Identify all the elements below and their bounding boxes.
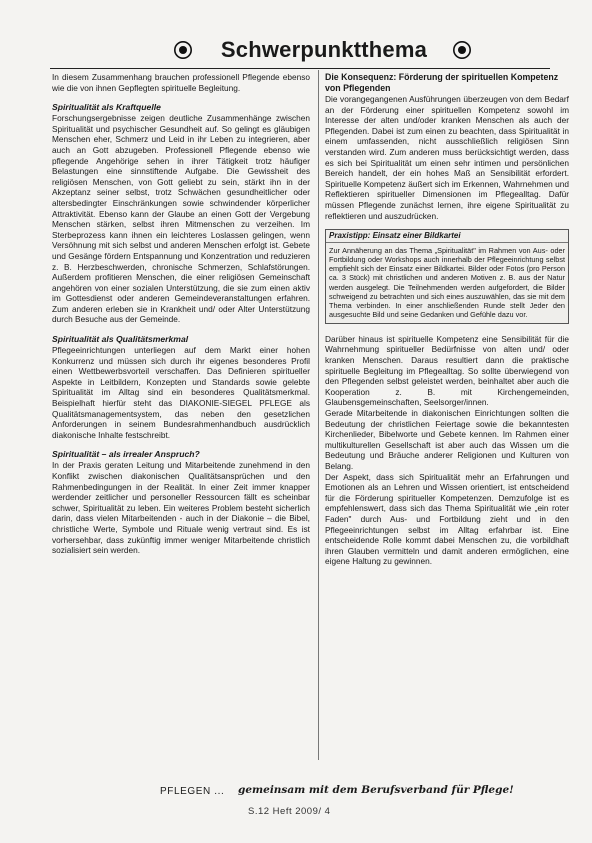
- section-text-konsequenz: Die vorangegangenen Ausführungen überzeugen von dem Bedarf an der Förderung einer spirituellen Kompetenz sowohl im Interesse der alten und/oder kranken Menschen als auch der Pflegenden. Dabei ist zum einen zu beachten, dass Spiritualität in einem umfassenden, nicht ausschließlich religiösen Sinn verstanden wird. Zum anderen muss berücksichtigt werden, dass es sich bei Spiritualität um einen sehr intimen und persönlichen Bereich handelt, der ein hohes Maß an Sensibilität erfordert. Spirituelle Kompetenz äußert sich im Erkennen, Wahrnehmen und Reflektieren spiritueller Dimensionen im Pflegealltag. Dafür müssen Pflegende zunächst lernen, ihre eigene Spiritualität zu reflektieren und auszudrücken.: [325, 94, 569, 221]
- paragraph-erfahrungen: Der Aspekt, dass sich Spiritualität mehr an Erfahrungen und Emotionen als an Lehren und Wissen orientiert, ist entscheidend für die Förderung spiritueller Kompetenzen. Demzufolge ist es empfehlenswert, dass sich das Thema Spiritualität wie „ein roter Faden" durch Aus- und Fortbildung zieht und in den Pflegeeinrichtungen selbst im Alltag erfahrbar ist. Eine entscheidende Rolle kommt dabei Menschen zu, die vorbildhaft ihren Glauben vermitteln und damit anderen ermöglichen, eine eigene Haltung zu gewinnen.: [325, 471, 569, 567]
- section-text-qualitaet: Pflegeeinrichtungen unterliegen auf dem Markt einer hohen Konkurrenz und müssen sich durch ihr eigenes besonderes Profil einen Wettbewerbsvorteil verschaffen. Das Definieren spiritueller Aspekte in Leitbildern, Konzepten und Standards sowie gelebte Spiritualität im Alltag sind ein besonderes Qualitätsmerkmal. Beispielhaft hierfür steht das DIAKONIE-SIEGEL PFLEGE als Qualitätsmanagementsystem, das neben den gesetzlichen Anforderungen in seinem Bundesrahmenhandbuch ausdrücklich diakonische Inhalte festschreibt.: [52, 345, 310, 440]
- page-number: S.12 Heft 2009/ 4: [248, 806, 331, 817]
- section-heading-qualitaet: Spiritualität als Qualitätsmerkmal: [52, 334, 189, 345]
- target-bullet-icon: [452, 40, 472, 60]
- footer-tagline: gemeinsam mit dem Berufsverband für Pflege!: [238, 784, 514, 796]
- intro-paragraph: In diesem Zusammenhang brauchen professionell Pflegende ebenso wie die von ihnen Gepflegten spirituelle Begleitung.: [52, 72, 310, 93]
- tip-box-text: Zur Annäherung an das Thema „Spiritualität" im Rahmen von Aus- oder Fortbildung oder Workshops auch innerhalb der Pflegeeinrichtung selbst empfiehlt sich der Einsatz einer Bildkartei. Bilder oder Fotos (pro Person ca. 3 Stück) mit christlichen und anderen Motiven z. B. aus der Natur werden ausgelegt. Die Teilnehmenden werden aufgefordert, die Bilder schweigend zu betrachten und sich eines auszuwählen, das sie mit dem Thema verbinden. In einer anschließenden Runde stellt Jeder den ausgesuchte Bild und seine Gedanken und Gefühle dazu vor.: [329, 246, 565, 319]
- left-column: [52, 72, 310, 556]
- section-text-anspruch: In der Praxis geraten Leitung und Mitarbeitende zunehmend in den Konflikt zwischen diakonischen Qualitätsansprüchen und den Rahmenbedingungen in der Realität. In einer Zeit immer knapper werdender zeitlicher und personeller Ressourcen fällt es scheinbar schwer, Spiritualität zu leben. Ein weiteres Problem besteht sicherlich darin, dass vielen Mitarbeitenden - auch in der Diakonie – die Bibel, christliche Werte, Symbole und Rituale wenig vertraut sind. Es ist vorhersehbar, dass zukünftig immer weniger Mitarbeitende christlich sozialisiert sein werden.: [52, 460, 310, 556]
- practice-tip-box: [325, 229, 569, 324]
- section-heading-anspruch: Spiritualität – als irrealer Anspruch?: [52, 449, 200, 460]
- paragraph-diakonie: Gerade Mitarbeitende in diakonischen Einrichtungen sollten die Bedeutung der christlichen Feiertage sowie die bekanntesten Kirchenlieder, Bibelworte und Gebete kennen. Im Rahmen einer multikulturellen Gesellschaft ist aber auch das Wissen um die Bedeutung und Bräuche anderer Religionen und Kulturen von Belang.: [325, 408, 569, 471]
- section-heading-kraftquelle: Spiritualität als Kraftquelle: [52, 102, 161, 113]
- page-footer: [70, 784, 550, 824]
- magazine-name: PFLEGEN ...: [160, 786, 225, 797]
- right-column: [325, 72, 569, 567]
- target-bullet-icon: [173, 40, 193, 60]
- tip-box-heading: Praxistipp: Einsatz einer Bildkartei: [326, 230, 568, 243]
- paragraph-sensibilitaet: Darüber hinaus ist spirituelle Kompetenz eine Sensibilität für die Wahrnehmung spiritueller Bedürfnisse von alten und/ oder kranken Menschen. Daraus resultiert dann die praktische spirituelle Begleitung im Pflegealltag. So sollte überwiegend von den Pflegenden selbst geleistet werden, beinhaltet aber auch die Kooperation z. B. mit Kirchengemeinden, Glaubensgemeinschaften, Seelsorger/innen.: [325, 333, 569, 408]
- column-divider: [318, 70, 319, 760]
- page-title: Schwerpunktthema: [220, 37, 428, 62]
- section-text-kraftquelle: Forschungsergebnisse zeigen deutliche Zusammenhänge zwischen Spiritualität und psychischer Gesundheit auf. So gelingt es gläubigen Menschen eher, Schmerz und Leid in ihr Leben zu integrieren, aber auch an Gott abzugeben. Professionell Pflegende ebenso wie pflegende Angehörige sehen in ihrer Tätigkeit trotz häufiger Belastungen eine sinnstiftende Aufgabe. Die Gewissheit des religiösen Menschen, von Gott geliebt zu sein, stärkt ihn in der Akzeptanz seiner selbst, trotz Schwächen gesundheitlicher oder altersbedingter Einschränkungen sowie schwindender körperlicher Attraktivität. Ebenso kann der Glaube an einen Gott der Vergebung Menschen stärken, selbst ihren Mitmenschen zu verzeihen. Im Sterbeprozess kann ihnen ein leichteres Loslassen gelingen, wenn Versöhnung mit sich selbst und anderen Menschen erfolgt ist. Gebete und Gesänge fördern Entspannung und Konzentration und reduzieren z. B. Herzbeschwerden, chronische Schmerzen, Schlafstörungen. Außerdem profitieren Menschen, die einer religiösen Gemeinschaft angehören von einer sozialen Unterstützung, die sie zum einen aktiv im Gottesdienst oder anderen Gemeindeveranstaltungen erfahren. Zum anderen erleben sie in Krankheit und/ oder Alter Unterstützung durch Besuche aus der Gemeinde.: [52, 113, 310, 325]
- header-divider: [50, 68, 550, 69]
- section-heading-konsequenz: Die Konsequenz: Förderung der spirituellen Kompetenz von Pflegenden: [325, 72, 559, 93]
- page-header: [50, 36, 550, 66]
